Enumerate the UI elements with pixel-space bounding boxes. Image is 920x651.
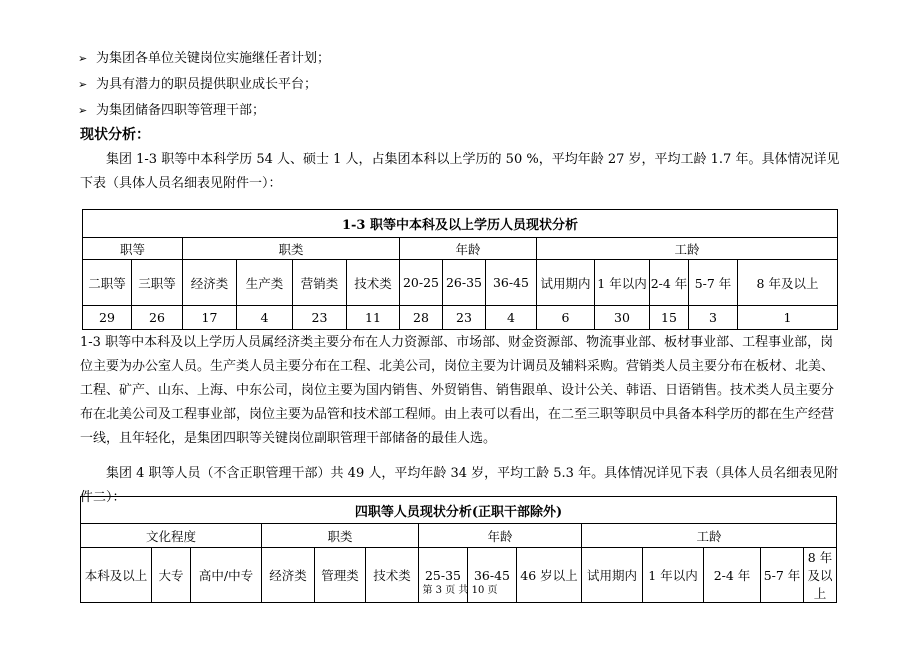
value-cell: 3 — [689, 306, 738, 330]
value-cell: 29 — [83, 306, 132, 330]
paragraph-intro-2: 集团 4 职等人员（不含正职管理干部）共 49 人，平均年龄 34 岁，平均工龄 5.3 年。具体情况详见下表（具体人员名细表见附件二）： — [80, 466, 839, 505]
value-cell: 23 — [293, 306, 347, 330]
group-header: 工龄 — [582, 524, 837, 548]
column-header: 本科及以上 — [81, 548, 152, 603]
value-cell: 11 — [347, 306, 400, 330]
table-title: 四职等人员现状分析(正职干部除外) — [81, 497, 837, 524]
value-cell: 26 — [132, 306, 183, 330]
column-header: 8 年及以上 — [738, 260, 838, 306]
column-header: 20-25 — [400, 260, 443, 306]
bullet-item: ➢ 为具有潜力的职员提供职业成长平台； — [78, 72, 330, 98]
column-header: 36-45 — [468, 548, 517, 603]
arrow-bullet-icon: ➢ — [78, 52, 88, 65]
column-header: 管理类 — [315, 548, 366, 603]
value-cell: 23 — [443, 306, 486, 330]
column-header: 26-35 — [443, 260, 486, 306]
column-header: 36-45 — [486, 260, 537, 306]
group-header: 职类 — [262, 524, 419, 548]
column-header: 生产类 — [237, 260, 293, 306]
value-cell: 4 — [237, 306, 293, 330]
column-header: 经济类 — [183, 260, 237, 306]
paragraph-intro-1: 集团 1-3 职等中本科学历 54 人、硕士 1 人，占集团本科以上学历的 50 %，平均年龄 27 岁，平均工龄 1.7 年。具体情况详见下表（具体人员名细表见附件一）： — [80, 152, 840, 191]
column-header: 2-4 年 — [704, 548, 761, 603]
value-cell: 6 — [537, 306, 595, 330]
column-header: 1 年以内 — [595, 260, 650, 306]
column-header: 技术类 — [366, 548, 419, 603]
column-header: 5-7 年 — [689, 260, 738, 306]
group-header: 工龄 — [537, 238, 838, 260]
column-header: 三职等 — [132, 260, 183, 306]
column-header: 1 年以内 — [643, 548, 704, 603]
group-header: 职等 — [83, 238, 183, 260]
table-staff-1-3 — [82, 209, 838, 330]
column-header: 二职等 — [83, 260, 132, 306]
group-header: 年龄 — [400, 238, 537, 260]
bullet-list — [78, 46, 330, 124]
column-header: 8 年及以上 — [804, 548, 837, 603]
bullet-item: ➢ 为集团各单位关键岗位实施继任者计划； — [78, 46, 330, 72]
column-header: 5-7 年 — [761, 548, 804, 603]
column-header: 试用期内 — [582, 548, 643, 603]
column-header: 试用期内 — [537, 260, 595, 306]
column-header: 技术类 — [347, 260, 400, 306]
arrow-bullet-icon: ➢ — [78, 104, 88, 117]
column-header: 46 岁以上 — [517, 548, 582, 603]
column-header: 2-4 年 — [650, 260, 689, 306]
table-title: 1-3 职等中本科及以上学历人员现状分析 — [83, 210, 838, 238]
column-header: 经济类 — [262, 548, 315, 603]
table-row — [83, 306, 838, 330]
section-heading: 现状分析： — [80, 127, 150, 143]
column-header: 高中/中专 — [191, 548, 262, 603]
value-cell: 28 — [400, 306, 443, 330]
group-header: 年龄 — [419, 524, 582, 548]
bullet-item: ➢ 为集团储备四职等管理干部； — [78, 98, 330, 124]
value-cell: 4 — [486, 306, 537, 330]
value-cell: 30 — [595, 306, 650, 330]
column-header: 营销类 — [293, 260, 347, 306]
paragraph-analysis: 1-3 职等中本科及以上学历人员属经济类主要分布在人力资源部、市场部、财金资源部、物流事业部、板材事业部、工程事业部，岗位主要为办公室人员。生产类人员主要分布在工程、北美公司，岗位主要为计调员及辅料采购。营销类人员主要分布在板材、北美、工程、矿产、山东、上海、中东公司，岗位主要为国内销售、外贸销售、销售跟单、设计公关、韩语、日语销售。技术类人员主要分布在北美公司及工程事业部，岗位主要为品管和技术部工程师。由上表可以看出，在二至三职等职员中具备本科学历的都在生产经营一线，且年轻化，是集团四职等关键岗位副职管理干部储备的最佳人选。 — [80, 335, 835, 446]
arrow-bullet-icon: ➢ — [78, 78, 88, 91]
value-cell: 1 — [738, 306, 838, 330]
column-header: 25-35 — [419, 548, 468, 603]
group-header: 职类 — [183, 238, 400, 260]
group-header: 文化程度 — [81, 524, 262, 548]
page-number-footer: 第 3 页 共 10 页 — [422, 585, 498, 596]
value-cell: 17 — [183, 306, 237, 330]
column-header: 大专 — [152, 548, 191, 603]
value-cell: 15 — [650, 306, 689, 330]
